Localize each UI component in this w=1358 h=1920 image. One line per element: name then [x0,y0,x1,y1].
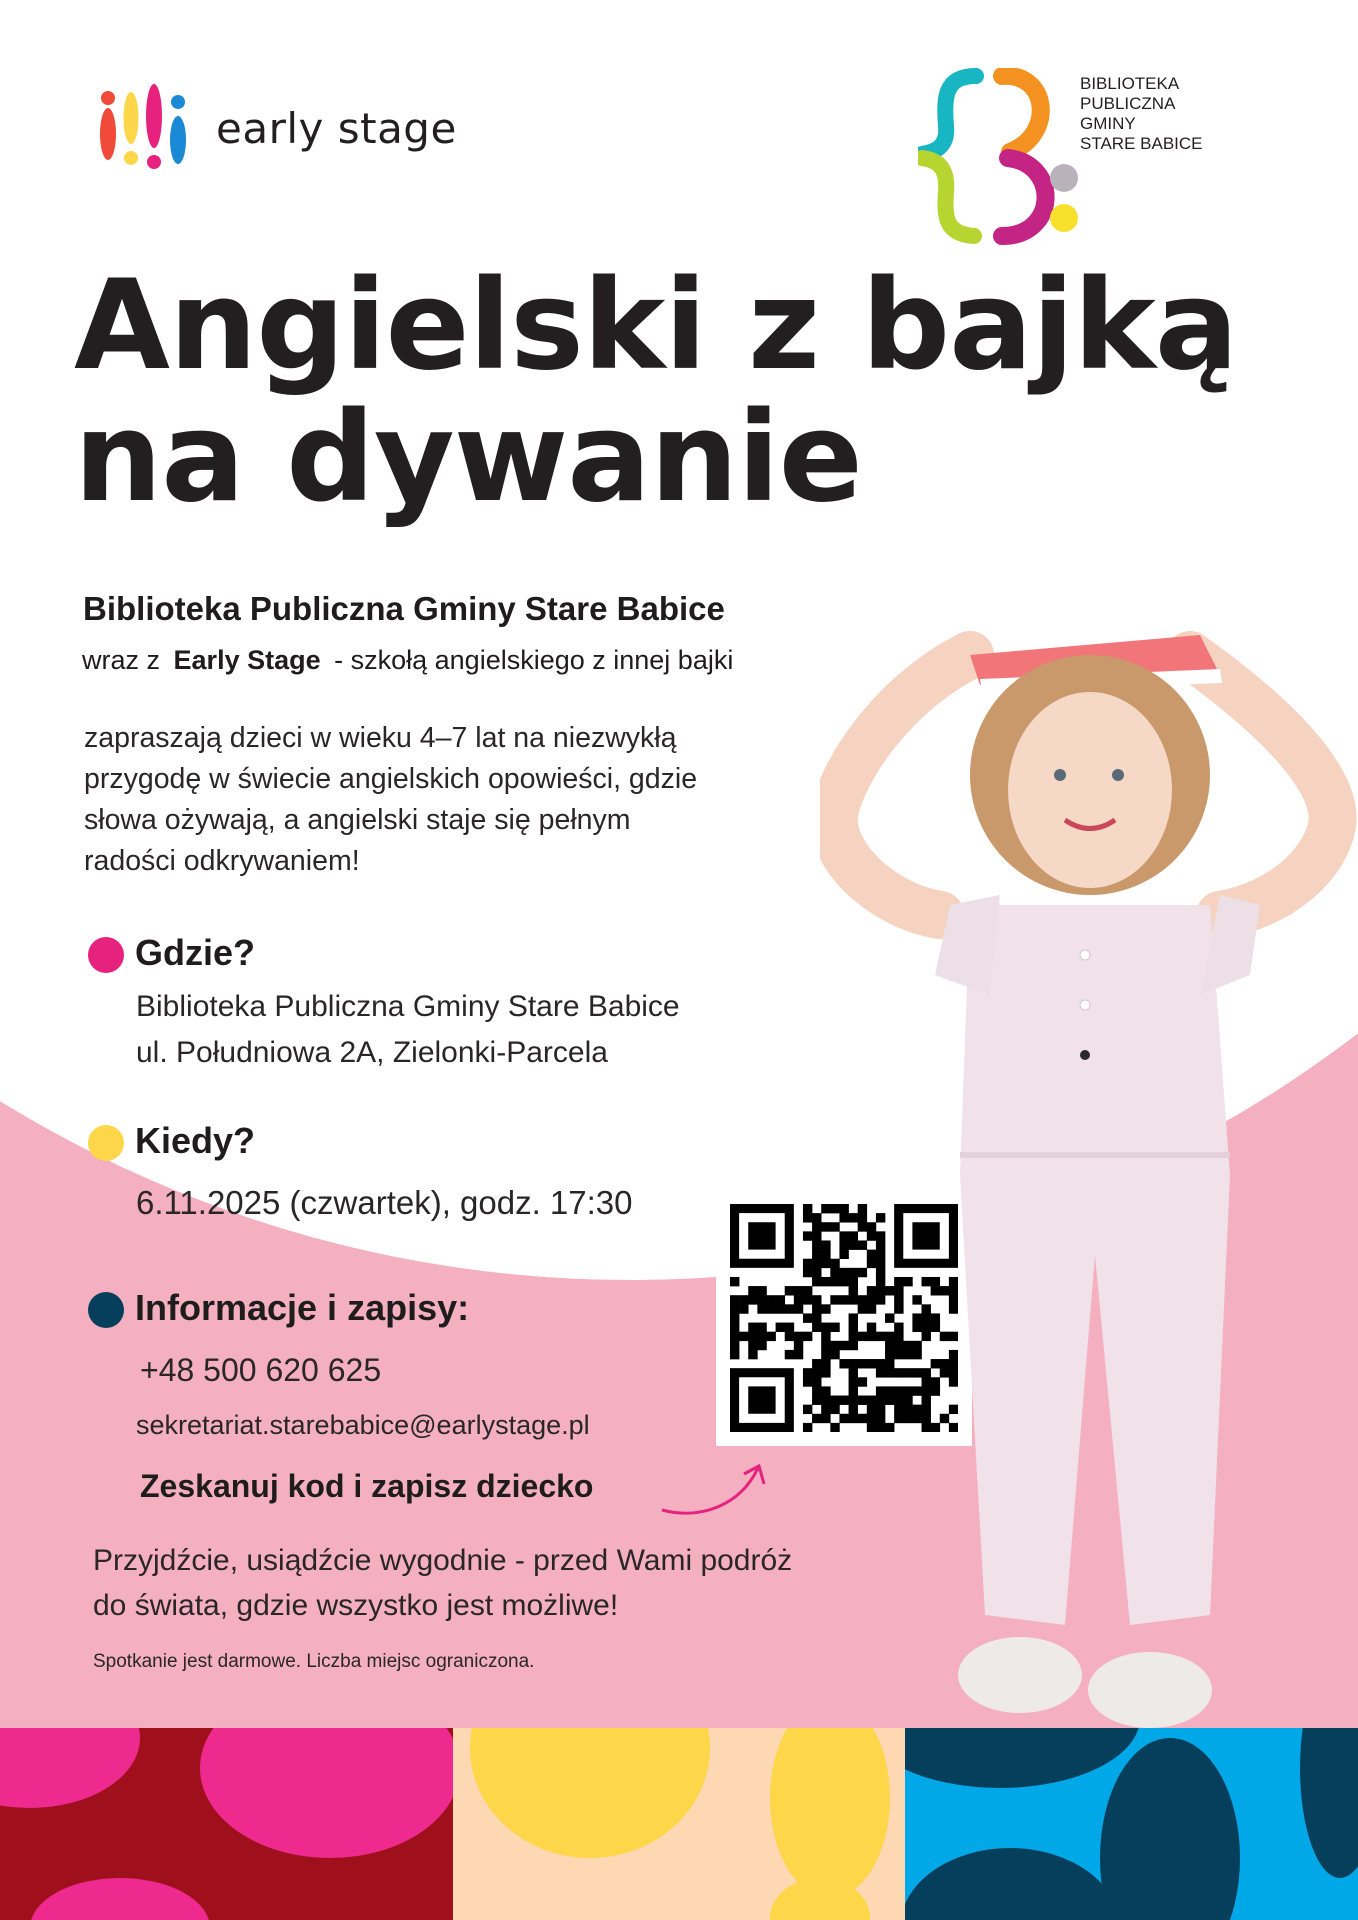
when-date: 6.11.2025 (czwartek), godz. 17:30 [136,1184,633,1221]
info-email[interactable]: sekretariat.starebabice@earlystage.pl [136,1410,590,1440]
child-with-book-photo [820,615,1358,1755]
library-name [1080,74,1240,154]
partner-name: Early Stage [173,645,321,675]
early-stage-logo-icon [98,78,198,178]
info-bullet-dot [88,1292,124,1328]
where-bullet-dot [88,937,124,973]
when-bullet-dot [88,1125,124,1161]
intro-line: radości odkrywaniem! [84,845,360,877]
title-line: na dywanie [74,386,862,530]
where-line: ul. Południowa 2A, Zielonki-Parcela [136,1036,608,1069]
where-heading: Gdzie? [135,932,256,973]
closing-line: do świata, gdzie wszystko jest możliwe! [93,1589,619,1622]
library-name-line: PUBLICZNA [1080,94,1176,113]
library-logo-icon [918,68,1078,248]
early-stage-logo [98,78,458,178]
closing-line: Przyjdźcie, usiądźcie wygodnie - przed Wami podróż [93,1544,793,1577]
decorative-bottom-strip [0,1728,1358,1920]
intro-line: słowa ożywają, a angielski staje się pełnym [84,804,631,836]
info-heading: Informacje i zapisy: [135,1287,470,1328]
info-phone[interactable]: +48 500 620 625 [140,1352,382,1388]
scan-cta: Zeskanuj kod i zapisz dziecko [140,1468,594,1504]
intro-line: przygodę w świecie angielskich opowieści, gdzie [84,763,698,795]
intro-line: zapraszają dzieci w wieku 4–7 lat na niezwykłą [84,722,677,754]
library-name-line: GMINY [1080,114,1136,133]
library-logo [918,68,1248,258]
partner-prefix: wraz z [82,645,161,675]
closing-text [93,1538,792,1628]
where-line: Biblioteka Publiczna Gminy Stare Babice [136,990,680,1023]
when-heading: Kiedy? [135,1120,256,1161]
partner-suffix: - szkołą angielskiego z innej bajki [334,645,734,675]
library-name-line: STARE BABICE [1080,134,1203,153]
arrow-icon [660,1458,770,1520]
early-stage-wordmark: early stage [216,104,457,153]
library-name-line: BIBLIOTEKA [1080,74,1180,93]
organizer-name: Biblioteka Publiczna Gminy Stare Babice [83,590,725,627]
partner-line [82,645,733,676]
title-line: Angielski z bajką [74,254,1238,398]
page-title [74,254,1238,530]
footnote: Spotkanie jest darmowe. Liczba miejsc ograniczona. [93,1651,535,1672]
intro-paragraph [84,718,854,882]
